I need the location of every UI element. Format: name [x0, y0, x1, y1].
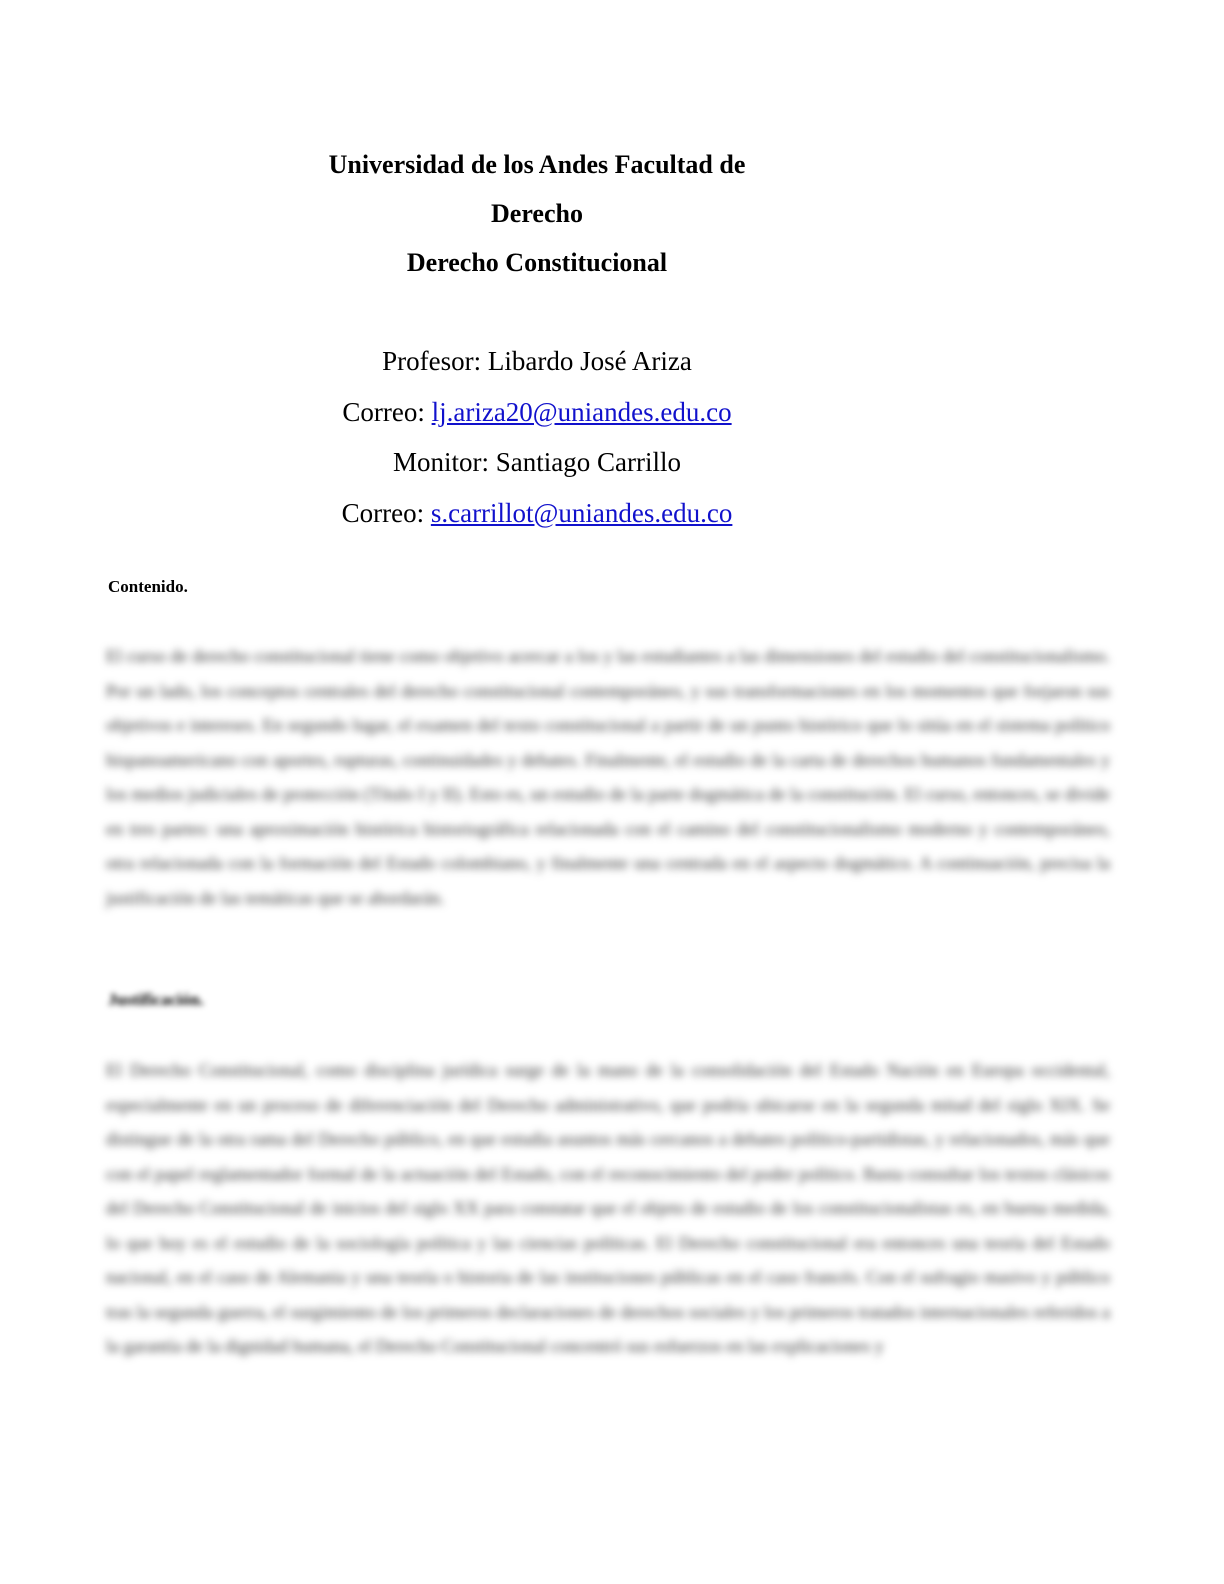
title-block: [300, 140, 774, 287]
section-heading-contenido: Contenido.: [108, 577, 188, 596]
title-faculty: Derecho: [491, 199, 583, 228]
professor-name: Profesor: Libardo José Ariza: [382, 346, 692, 376]
monitor-email-label: Correo:: [341, 497, 431, 528]
monitor-email-line: [300, 488, 774, 539]
title-course: Derecho Constitucional: [406, 248, 668, 277]
justificacion-paragraph: El Derecho Constitucional, como disciplina jurídica surge de la mano de la consolidación del Estado Nación en Europa occidental, especialmente en un proceso de diferenciación del Derecho administrativo, que podría ubicarse en la segunda mitad del siglo XIX. Se distingue de la otra rama del Derecho público, en que estudia asuntos más cercanos a debates político-partidistas, y relacionados, más que con el papel reglamentador formal de la actuación del Estado, con el reconocimiento del poder político. Basta consultar los textos clásicos del Derecho Constitucional de inicios del siglo XX para constatar que el objeto de estudio de los constitucionalistas es, en buena medida, lo que hoy es el estudio de la sociología política y las ciencias políticas. El Derecho constitucional era entonces una teoría del Estado nacional, en el caso de Alemania y una teoría o historia de las instituciones públicas en el caso francés. Con el sufragio masivo y público tras la segunda guerra, el surgimiento de los primeros declaraciones de derechos sociales y los primeros tratados internacionales referidos a la garantía de la dignidad humana, el Derecho Constitucional concentró sus esfuerzos en las explicaciones y: [106, 1060, 1110, 1356]
title-university: Universidad de los Andes Facultad de: [328, 150, 746, 179]
professor-email-label: Correo:: [342, 396, 432, 427]
professor-email-link[interactable]: lj.ariza20@uniandes.edu.co: [431, 396, 732, 427]
professor-email-line: [300, 387, 774, 438]
contact-block: [300, 336, 774, 538]
contenido-paragraph: El curso de derecho constitucional tiene como objetivo acercar a los y las estudiantes a las dimensiones del estudio del constitucionalismo. Por un lado, los conceptos centrales del derecho constitucional contemporáneo, y sus transformaciones en los momentos que forjaron sus objetivos e intereses. En segundo lugar, el examen del texto constitucional a partir de un punto histórico que lo sitúa en el sistema político hispanoamericano con aportes, rupturas, continuidades y debates. Finalmente, el estudio de la carta de derechos humanos fundamentales y los medios judiciales de protección (Título I y II). Esto es, un estudio de la parte dogmática de la constitución. El curso, entonces, se divide en tres partes: una aproximación histórica historiográfica relacionada con el camino del constitucionalismo moderno y contemporáneo, otra relacionada con la formación del Estado colombiano, y finalmente una centrada en el aspecto dogmático. A continuación, precisa la justificación de las temáticas que se abordarán.: [106, 646, 1110, 908]
monitor-name: Monitor: Santiago Carrillo: [393, 447, 681, 477]
section-heading-justificacion: Justificación.: [108, 990, 204, 1009]
monitor-email-link[interactable]: s.carrillot@uniandes.edu.co: [430, 497, 733, 528]
